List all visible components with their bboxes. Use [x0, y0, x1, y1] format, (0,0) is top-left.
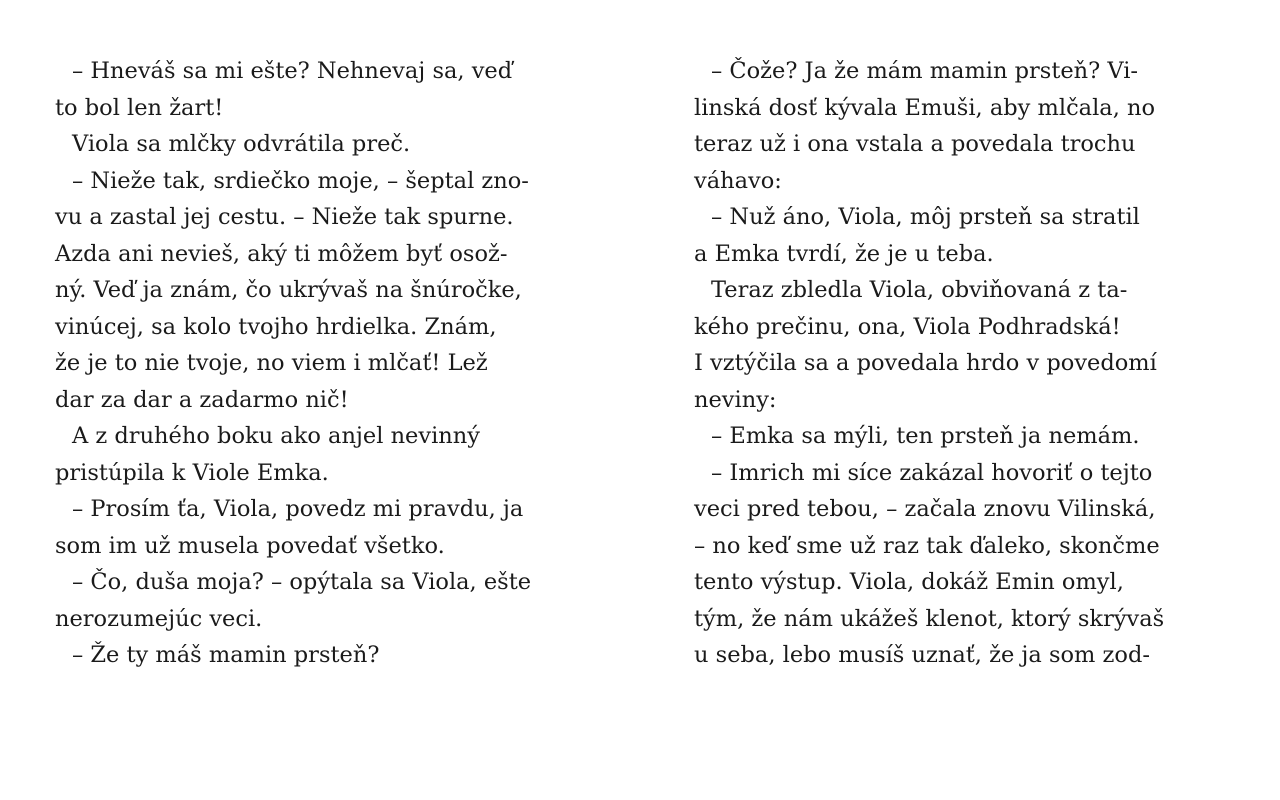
text-line: dar za dar a zadarmo nič!: [55, 386, 349, 413]
text-line: a Emka tvrdí, že je u teba.: [694, 240, 994, 267]
text-line: veci pred tebou, – začala znovu Vilinská,: [694, 496, 1156, 522]
text-line: som im už musela povedať všetko.: [55, 532, 445, 559]
text-line: – Čo, duša moja? – opýtala sa Viola, ešte: [72, 569, 532, 595]
text-line: – Čože? Ja že mám mamin prsteň? Vi-: [711, 58, 1139, 84]
text-line: pristúpila k Viole Emka.: [55, 459, 329, 486]
text-line: – Prosím ťa, Viola, povedz mi pravdu, ja: [72, 496, 524, 522]
text-line: A z druhého boku ako anjel nevinný: [72, 423, 480, 449]
text-line: teraz už i ona vstala a povedala trochu: [694, 131, 1136, 157]
text-line: kého prečinu, ona, Viola Podhradská!: [694, 313, 1121, 340]
text-line: – Nuž áno, Viola, môj prsteň sa stratil: [711, 204, 1140, 230]
text-line: I vztýčila sa a povedala hrdo v povedomí: [694, 350, 1157, 376]
text-line: vu a zastal jej cestu. – Nieže tak spurne.: [55, 204, 514, 230]
text-line: Teraz zbledla Viola, obviňovaná z ta-: [711, 277, 1128, 303]
text-line: tým, že nám ukážeš klenot, ktorý skrývaš: [694, 605, 1165, 632]
text-line: neviny:: [694, 386, 777, 413]
right-page-text: [694, 53, 1234, 674]
text-line: – Emka sa mýli, ten prsteň ja nemám.: [711, 423, 1140, 449]
text-line: linská dosť kývala Emuši, aby mlčala, no: [694, 94, 1156, 121]
text-line: že je to nie tvoje, no viem i mlčať! Lež: [55, 350, 488, 376]
text-line: u seba, lebo musíš uznať, že ja som zod-: [694, 642, 1150, 668]
text-line: váhavo:: [694, 167, 782, 194]
left-page-text: [55, 53, 595, 674]
text-line: ný. Veď ja znám, čo ukrývaš na šnúročke,: [55, 277, 522, 303]
text-line: tento výstup. Viola, dokáž Emin omyl,: [694, 569, 1124, 595]
text-line: Viola sa mlčky odvrátila preč.: [72, 131, 411, 157]
text-line: – no keď sme už raz tak ďaleko, skončme: [694, 532, 1160, 559]
text-line: nerozumejúc veci.: [55, 605, 263, 632]
text-line: – Hneváš sa mi ešte? Nehnevaj sa, veď: [72, 58, 513, 84]
text-line: – Že ty máš mamin prsteň?: [72, 642, 380, 668]
text-line: – Imrich mi síce zakázal hovoriť o tejto: [711, 459, 1153, 486]
text-line: to bol len žart!: [55, 94, 224, 121]
text-line: Azda ani nevieš, aký ti môžem byť osož-: [55, 240, 508, 267]
text-line: vinúcej, sa kolo tvojho hrdielka. Znám,: [55, 313, 497, 340]
text-line: – Nieže tak, srdiečko moje, – šeptal zno-: [72, 167, 529, 194]
